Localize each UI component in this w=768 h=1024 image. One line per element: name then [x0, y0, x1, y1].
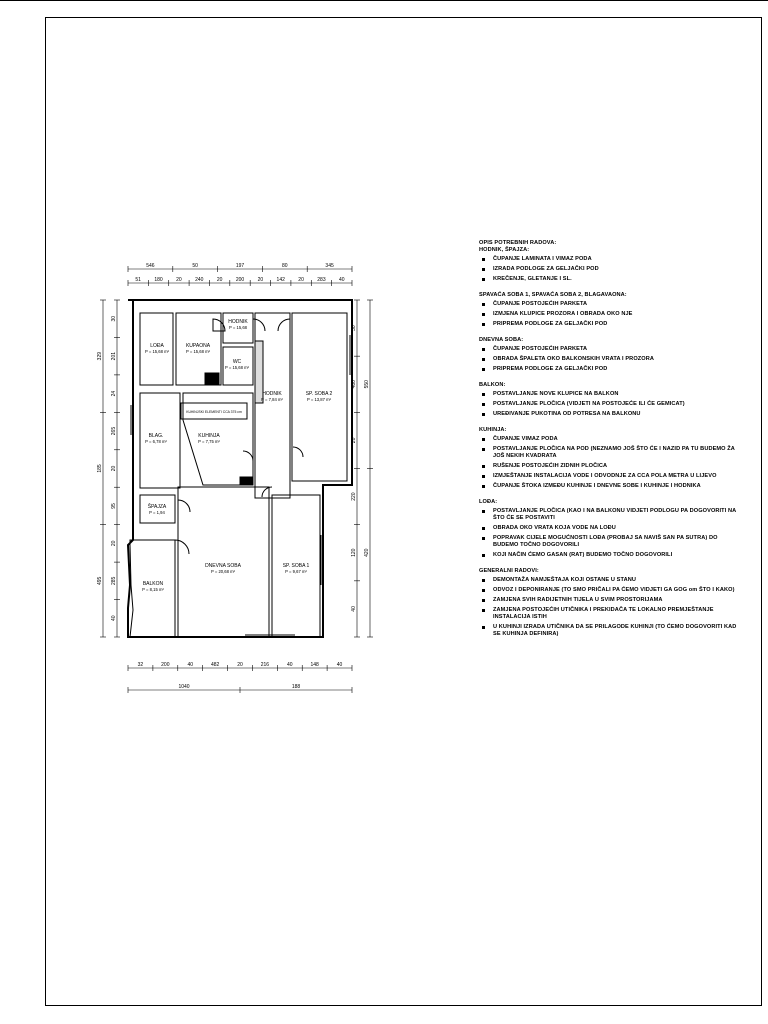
dimension-label: 32: [137, 662, 144, 668]
dimension-label: 20: [351, 437, 357, 444]
section-item: POPRAVAK CIJELE MOGUĆNOSTI LOĐA (PROBAJ SA NAVIŠ SAN PA SUTRA) DO BUDEMO TOČNO DOGOVORILI: [479, 535, 741, 549]
room-name: BALKON: [142, 581, 164, 587]
dimension-label: 345: [325, 263, 334, 269]
dimension-label: 20: [216, 277, 223, 283]
page-top-border: [0, 0, 768, 1]
floor-plan-svg: [95, 255, 375, 700]
dimension-label: 30: [351, 325, 357, 331]
section-heading: KUHINJA:: [479, 427, 507, 433]
section-heading: DNEVNA SOBA:: [479, 337, 524, 343]
door: [278, 319, 290, 331]
section-items: [479, 391, 741, 418]
notes-section: [479, 292, 741, 328]
section-items: [479, 577, 741, 638]
dimension-label: 20: [237, 662, 243, 668]
room-name: WC: [232, 359, 242, 365]
room-name: LOĐA: [150, 343, 164, 349]
dimension-label: 240: [195, 277, 204, 283]
section-item: POSTAVLJANJE NOVE KLUPICE NA BALKON: [479, 391, 741, 398]
wall-dnevna-soba: [178, 487, 269, 637]
section-items: [479, 508, 741, 559]
room-area: P = 15,68: [229, 325, 247, 330]
dimension-label: 329: [97, 351, 103, 361]
section-item: PRIPREMA PODLOGE ZA GELJAČKI POD: [479, 321, 741, 328]
dimension-label: 20: [176, 277, 182, 283]
dimension-label: 185: [97, 464, 103, 473]
dimension-label: 200: [161, 662, 170, 668]
section-item: OBRADA OKO VRATA KOJA VODE NA LOĐU: [479, 525, 741, 532]
section-items: [479, 301, 741, 328]
dimension-label: 20: [257, 277, 264, 283]
dimension-label: 1040: [178, 684, 190, 690]
notes-title: OPIS POTREBNIH RADOVA:: [479, 240, 557, 246]
dimension-label: 265: [111, 426, 117, 436]
notes-section: [479, 499, 741, 559]
room-name: HODNIK: [262, 391, 282, 397]
section-heading: LOĐA:: [479, 499, 498, 505]
dimension-label: 40: [187, 662, 194, 668]
room-area: P = 7,75 m²: [198, 439, 220, 444]
dimension-label: 148: [310, 662, 319, 668]
shaft: [205, 373, 219, 385]
dimension-label: 180: [154, 277, 163, 283]
dimension-label: 80: [282, 263, 288, 269]
section-item: POSTAVLJANJE PLOČICA NA POD (NEZNAMO JOŠ ŠTO ĆE I NAZID PA TU BUDEMO ŽA JOŠ NEKIH KVADRATA: [479, 446, 741, 460]
section-items: [479, 436, 741, 490]
dimension-label: 420: [364, 548, 370, 557]
section-item: ZAMJENA SVIH RADIJETNIH TIJELA U SVIM PROSTORIJAMA: [479, 597, 741, 604]
section-item: IZMJEŠTANJE INSTALACIJA VODE I ODVODNJE ZA CCA POLA METRA U LIJEVO: [479, 473, 741, 480]
room-area: P = 7,84 m²: [261, 397, 283, 402]
notes-section: [479, 337, 741, 373]
room-name: KUHINJA: [198, 433, 220, 439]
dimension-label: 285: [111, 576, 117, 586]
door: [178, 500, 190, 512]
dimension-label: 24: [111, 390, 117, 397]
section-heading: BALKON:: [479, 382, 506, 388]
room-name: SP. SOBA 2: [305, 391, 333, 397]
dimension-label: 197: [235, 263, 245, 269]
door: [243, 451, 253, 461]
room-name: BLAG.: [148, 433, 164, 439]
section-item: ZAMJENA POSTOJEĆIH UTIČNIKA I PREKIDAČA TE LOKALNO PREMJEŠTANJE INSTALACIJA ISTIH: [479, 607, 741, 621]
dimension-label: 40: [339, 277, 345, 283]
floor-plan: [95, 255, 375, 705]
section-item: ČUPANJE POSTOJEĆIH PARKETA: [479, 346, 741, 353]
dimension-label: 283: [317, 277, 326, 283]
dimension-label: 95: [111, 503, 117, 509]
room-area: P = 6,78 m²: [145, 439, 167, 444]
section-items: [479, 346, 741, 373]
room-name: ŠPAJZA: [147, 504, 167, 510]
door: [293, 447, 303, 457]
section-item: POSTAVLJANJE PLOČICA (KAO I NA BALKONU VIDJETI PODLOGU PA DOGOVORITI NA ŠTO ĆE SE POSTAVITI: [479, 508, 741, 522]
notes-section: [479, 247, 741, 283]
section-item: KOJI NAČIN ĆEMO GASAN (RAT) BUDEMO TOČNO DOGOVORILI: [479, 552, 741, 559]
room-area: P = 15,68 m²: [185, 349, 211, 354]
section-item: POSTAVLJANJE PLOČICA (VIDJETI NA POSTOJEĆE ILI ĆE GEMICAT): [479, 401, 741, 408]
section-item: OBRADA ŠPALETA OKO BALKONSKIH VRATA I PROZORA: [479, 356, 741, 363]
dimension-label: 51: [135, 277, 141, 283]
dimension-label: 482: [210, 662, 220, 668]
dimension-label: 546: [146, 263, 155, 269]
section-item: KREČENJE, GLETANJE I SL.: [479, 276, 741, 283]
dimension-label: 40: [351, 606, 357, 612]
room-name: SP. SOBA 1: [282, 563, 310, 569]
room-name: DNEVNA SOBA: [205, 563, 241, 569]
room-area: P = 15,68 m²: [224, 365, 250, 370]
dimension-label: 20: [111, 465, 117, 472]
room-area: P = 9,67 m²: [285, 569, 307, 574]
kitchen-note: KUHINJSKI ELEMENTI CCA 375 cm: [186, 410, 242, 414]
room-area: P = 15,68 m²: [144, 349, 170, 354]
section-item: IZMJENA KLUPICE PROZORA I OBRADA OKO NJE: [479, 311, 741, 318]
dimension-label: 201: [111, 351, 117, 361]
dimension-label: 40: [111, 615, 117, 622]
section-heading: SPAVAĆA SOBA 1, SPAVAĆA SOBA 2, BLAGAVAONA:: [479, 292, 627, 298]
room-area: P = 8,15 m²: [142, 587, 164, 592]
section-item: PRIPREMA PODLOGE ZA GELJAČKI POD: [479, 366, 741, 373]
dimension-label: 120: [351, 548, 357, 557]
section-item: ODVOZ I DEPONIRANJE (TO SMO PRIČALI PA ĆEMO VIDJETI GA GOG om ŠTO I KAKO): [479, 587, 741, 594]
section-item: U KUHINJI IZRADA UTIČNIKA DA SE PRILAGODE KUHINJI (TO ĆEMO DOGOVORITI KAD SE KUHINJA DEFINIRA): [479, 624, 741, 638]
dimension-label: 40: [286, 662, 293, 668]
section-item: ČUPANJE POSTOJEĆIH PARKETA: [479, 301, 741, 308]
works-description: [479, 240, 741, 647]
dimension-label: 550: [364, 380, 370, 389]
room-area: P = 1,94: [149, 510, 165, 515]
section-item: UREĐIVANJE PUKOTINA OD POTRESA NA BALKONU: [479, 411, 741, 418]
notes-section: [479, 382, 741, 418]
dimension-label: 480: [351, 380, 357, 389]
section-item: DEMONTAŽA NAMJEŠTAJA KOJI OSTANE U STANU: [479, 577, 741, 584]
door: [262, 487, 272, 497]
room-area: P = 20,68 m²: [210, 569, 236, 574]
room-name: HODNIK: [228, 319, 248, 325]
door: [175, 540, 189, 554]
section-item: IZRADA PODLOGE ZA GELJAČKI POD: [479, 266, 741, 273]
dimension-label: 50: [192, 263, 198, 269]
section-item: ČUPANJE ŠTOKA IZMEĐU KUHINJE I DNEVNE SOBE I KUHINJE I HODNIKA: [479, 483, 741, 490]
section-items: [479, 256, 741, 283]
dimension-label: 495: [97, 576, 103, 586]
section-heading: HODNIK, ŠPAJZA:: [479, 247, 530, 253]
room-name: KUPAONA: [185, 343, 211, 349]
section-heading: GENERALNI RADOVI:: [479, 568, 539, 574]
section-item: RUŠENJE POSTOJEĆIH ZIDNIH PLOČICA: [479, 463, 741, 470]
dimension-label: 30: [111, 315, 117, 322]
dimension-label: 142: [276, 277, 285, 283]
notes-section: [479, 568, 741, 638]
shaft: [240, 477, 252, 485]
section-item: ČUPANJE LAMINATA I VIMAZ PODA: [479, 256, 741, 263]
dimension-label: 220: [351, 492, 357, 501]
dimension-label: 20: [111, 540, 117, 547]
dimension-label: 200: [235, 277, 245, 283]
dimension-label: 188: [291, 684, 301, 690]
dimension-label: 40: [336, 662, 343, 668]
dimension-label: 20: [298, 277, 304, 283]
notes-section: [479, 427, 741, 490]
room-area: P = 13,87 m²: [306, 397, 332, 402]
section-item: ČUPANJE VIMAZ PODA: [479, 436, 741, 443]
notes-sections: [479, 247, 741, 638]
dimension-label: 216: [260, 662, 270, 668]
